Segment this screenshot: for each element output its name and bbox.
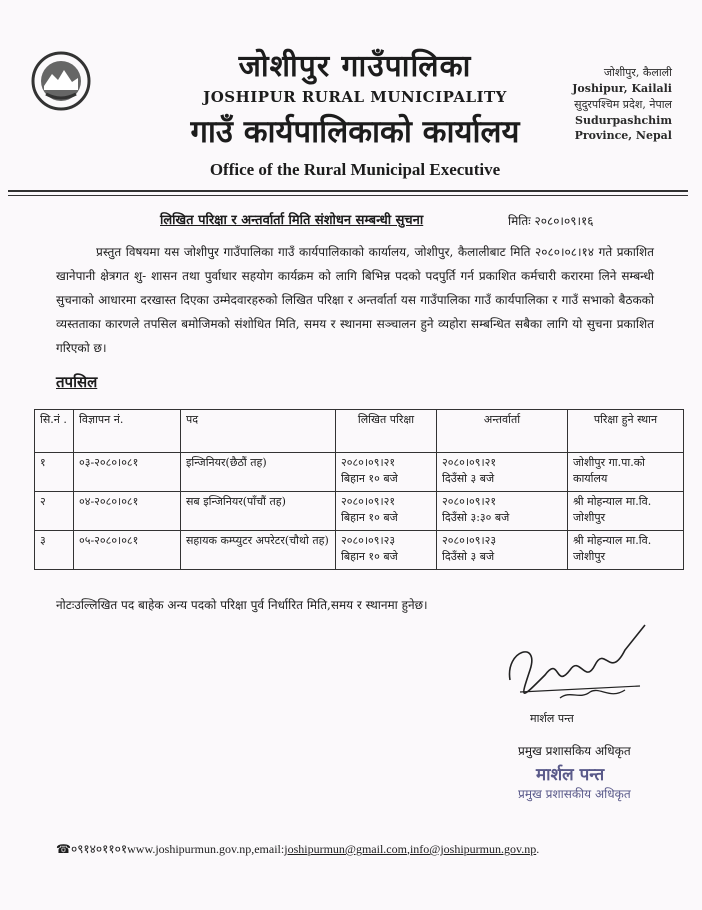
col-header-ad-no: विज्ञापन नं. — [74, 410, 181, 453]
table-row — [35, 531, 684, 570]
office-name-english: Office of the Rural Municipal Executive — [209, 160, 501, 179]
cell-interview — [437, 453, 568, 492]
footer-web[interactable]: www.joshipurmun.gov.np,email: — [127, 842, 285, 856]
col-header-post: पद — [181, 410, 336, 453]
col-header-interview: अन्तर्वार्ता — [437, 410, 568, 453]
cell-ad-no: ०४-२०८०।०८१ — [74, 492, 181, 531]
cell-sn: २ — [35, 492, 74, 531]
interview-date: २०८०।०९।२१ — [442, 456, 497, 469]
address-line-5: Province, Nepal — [574, 129, 672, 142]
header-divider-thin — [8, 195, 688, 196]
notice-body: प्रस्तुत विषयमा यस जोशीपुर गाउँपालिका गाउँ कार्यपालिकाको कार्यालय, जोशीपुर, कैलालीबाट मिति २०८०।०८।१४ गते प्रकाशित खानेपानी क्षेत्रगत शु- शासन तथा पुर्वाधार सहयोग कार्यक्रम को लागि बिभिन्न पदको पदपुर्ति गर्न प्रकाशित कर्मचारी करारमा लिने सम्बन्धी सुचनाको आधारमा दरखास्त दिएका उम्मेदवारहरुको लिखित परिक्षा र अन्तर्वार्ता यस गाउँपालिका गाउँ कार्यपालिका र गाउँ सभाको बैठकको व्यस्तताका कारणले तपसिल बमोजिमको संशोधित मिति, समय र स्थानमा सञ्चालन हुने व्यहोरा सम्बन्धित सबैका लागि यो सुचना प्रकाशित गरिएको छ। — [56, 245, 654, 355]
table-row — [35, 453, 684, 492]
office-name-nepali: गाउँ कार्यपालिकाको कार्यालय — [190, 114, 520, 150]
exam-date: २०८०।०९।२३ — [341, 534, 396, 547]
address-line-3: सुदुरपश्चिम प्रदेश, नेपाल — [574, 98, 672, 111]
cell-post: इन्जिनियर(छैठौं तह) — [181, 453, 336, 492]
schedule-heading: तपसिल — [56, 373, 98, 391]
cell-exam — [336, 453, 437, 492]
cell-venue — [568, 453, 684, 492]
phone-icon: ☎ — [56, 842, 71, 856]
signatory-title: प्रमुख प्रशासकिय अधिकृत — [518, 744, 631, 758]
municipality-name-english: JOSHIPUR RURAL MUNICIPALITY — [203, 88, 507, 106]
cell-post: सब इन्जिनियर(पाँचौं तह) — [181, 492, 336, 531]
interview-time: दिउँसो ३ बजे — [442, 472, 495, 485]
stamp-name: मार्शल पन्त — [536, 765, 605, 785]
interview-date: २०८०।०९।२१ — [442, 495, 497, 508]
interview-time: दिउँसो ३:३० बजे — [442, 511, 510, 524]
venue-line-2: कार्यालय — [573, 472, 608, 485]
col-header-venue: परिक्षा हुने स्थान — [568, 410, 684, 453]
interview-date: २०८०।०९।२३ — [442, 534, 497, 547]
col-header-sn: सि.नं . — [35, 410, 74, 453]
signature-image — [500, 620, 650, 710]
table-header-row — [35, 410, 684, 453]
cell-interview — [437, 531, 568, 570]
venue-line-2: जोशीपुर — [573, 550, 606, 563]
table-row — [35, 492, 684, 531]
cell-venue — [568, 531, 684, 570]
cell-exam — [336, 492, 437, 531]
exam-date: २०८०।०९।२१ — [341, 495, 396, 508]
address-line-4: Sudurpashchim — [575, 114, 672, 127]
footer-sep: , — [406, 842, 410, 856]
municipality-name-nepali: जोशीपुर गाउँपालिका — [238, 49, 472, 84]
notice-date: मितिः २०८०।०९।१६ — [508, 214, 594, 228]
stamp-title: प्रमुख प्रशासकीय अधिकृत — [518, 787, 631, 801]
footer-email-1[interactable]: joshipurmun@gmail.com — [284, 842, 407, 856]
cell-ad-no: ०५-२०८०।०८१ — [74, 531, 181, 570]
venue-line-1: श्री मोहन्याल मा.वि. — [573, 534, 652, 547]
footer-email-2[interactable]: info@joshipurmun.gov.np — [409, 842, 537, 856]
signatory-name: मार्शल पन्त — [530, 712, 574, 725]
schedule-table — [34, 409, 684, 570]
exam-time: बिहान १० बजे — [341, 511, 398, 524]
col-header-written-exam: लिखित परिक्षा — [336, 410, 437, 453]
address-line-2: Joshipur, Kailali — [572, 82, 672, 95]
venue-line-2: जोशीपुर — [573, 511, 606, 524]
footer-contact — [56, 840, 539, 857]
cell-sn: १ — [35, 453, 74, 492]
venue-line-1: जोशीपुर गा.पा.को — [573, 456, 646, 469]
nepal-emblem-icon — [30, 50, 92, 112]
venue-line-1: श्री मोहन्याल मा.वि. — [573, 495, 652, 508]
footer-end: . — [536, 842, 540, 856]
header-divider — [8, 190, 688, 192]
cell-sn: ३ — [35, 531, 74, 570]
cell-post: सहायक कम्प्युटर अपरेटर(चौथो तह) — [181, 531, 336, 570]
cell-venue — [568, 492, 684, 531]
exam-time: बिहान १० बजे — [341, 550, 398, 563]
exam-date: २०८०।०९।२१ — [341, 456, 396, 469]
notice-subject: लिखित परिक्षा र अन्तर्वार्ता मिति संशोधन सम्बन्धी सुचना — [160, 213, 424, 228]
exam-time: बिहान १० बजे — [341, 472, 398, 485]
cell-interview — [437, 492, 568, 531]
note-text: नोटःउल्लिखित पद बाहेक अन्य पदको परिक्षा पुर्व निर्धारित मिति,समय र स्थानमा हुनेछ। — [56, 598, 428, 612]
address-line-1: जोशीपुर, कैलाली — [603, 66, 672, 79]
footer-phone: ०९१४०११०१ — [70, 842, 128, 856]
cell-exam — [336, 531, 437, 570]
cell-ad-no: ०३-२०८०।०८१ — [74, 453, 181, 492]
interview-time: दिउँसो ३ बजे — [442, 550, 495, 563]
